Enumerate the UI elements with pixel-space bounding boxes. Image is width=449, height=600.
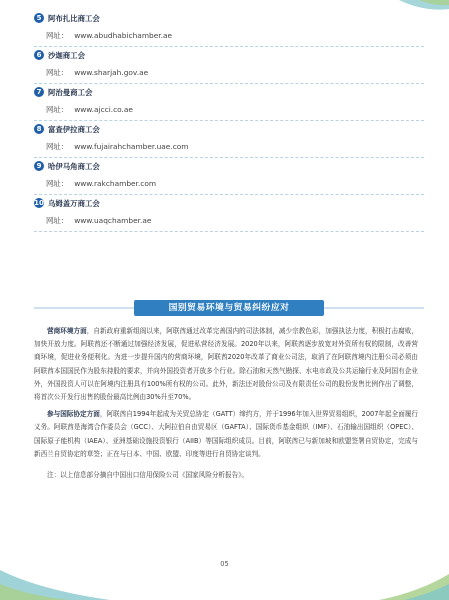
corner-decoration-bottom-left	[0, 560, 110, 600]
chamber-name: 富查伊拉商工会	[48, 124, 100, 134]
number-badge-icon: 6	[34, 50, 44, 60]
corner-decoration-bottom-right	[379, 568, 449, 600]
number-badge-icon: 10	[34, 199, 44, 207]
paragraph-text: ，自新政府重新组阁以来，阿联酋通过改革完善国内的司法体制，减少宗教色彩，加强执法力度，积极打击腐败，加快开放力度。阿联酋还不断通过加强经济发展，促进私营经济发展。2020年以来，阿联酋逐步放宽对外资所有权的限制，改善营商环境，促进业务便利化。为进一步提升国内的营商环境，阿联酋2020年改革了商业公司法，取消了在阿联酋境内注册公司必须由阿联酋本国国民作为股东持股的要求，并向外国投资者开放多个行业。除石油和天然气勘探、水电市政及公共运输行业及阿国有企业外，外国投资人可以在阿境内注册具有100%所有权的公司。此外，新法还对股份公司及有限责任公司的股份发售比例作出了调整，将首次公开发行出售的股份最高比例由30%升至70%。	[34, 327, 419, 402]
paragraph-international-agreements	[34, 408, 418, 461]
chamber-item	[34, 47, 424, 84]
source-note: 注：以上信息部分摘自中国出口信用保险公司《国家风险分析报告》。	[47, 471, 249, 480]
paragraph-business-environment	[34, 325, 418, 404]
number-badge-icon: 5	[34, 13, 44, 23]
url-label: 网址：	[46, 142, 69, 151]
url-label: 网址：	[46, 105, 69, 114]
chamber-item	[34, 84, 424, 121]
url-label: 网址：	[46, 31, 69, 40]
chamber-url-link[interactable]: www.ajcci.co.ae	[74, 105, 133, 114]
number-badge-icon: 7	[34, 87, 44, 97]
chamber-url-link[interactable]: www.rakchamber.com	[74, 179, 157, 188]
number-badge-icon: 8	[34, 124, 44, 134]
url-label: 网址：	[46, 68, 69, 77]
page-number: 05	[220, 560, 229, 568]
paragraph-lead: 营商环境方面	[47, 327, 87, 335]
section-title-row	[34, 300, 424, 316]
chamber-item	[34, 158, 424, 195]
chamber-url-link[interactable]: www.uaqchamber.ae	[74, 216, 152, 225]
chamber-name: 阿布扎比商工会	[48, 13, 100, 23]
chamber-url-link[interactable]: www.abudhabichamber.ae	[74, 31, 173, 40]
title-line-left	[34, 307, 134, 309]
section-title: 国别贸易环境与贸易纠纷应对	[134, 300, 324, 316]
url-label: 网址：	[46, 216, 69, 225]
chamber-url-link[interactable]: www.sharjah.gov.ae	[74, 68, 149, 77]
chamber-url-link[interactable]: www.fujairahchamber.uae.com	[74, 142, 189, 151]
number-badge-icon: 9	[34, 161, 44, 171]
paragraph-text: ，阿联酋自1994年起成为关贸总协定（GATT）缔约方，并于1996年加入世界贸易组织，2007年起全面履行义务。阿联酋是海湾合作委员会（GCC）、大阿拉伯自由贸易区（GAFTA）、国际货币基金组织（IMF）、石油输出国组织（OPEC）、国际原子能机构（IAEA）、亚洲基础设施投资银行（AIIB）等国际组织成员。目前，阿联酋已与新加坡和欧盟签署自贸协定，完成与新西兰自贸协定的草签；正在与日本、中国、欧盟、印度等进行自贸协定谈判。	[34, 410, 419, 458]
paragraph-lead: 参与国际协定方面	[47, 410, 100, 419]
chamber-name: 乌姆盖万商工会	[48, 198, 100, 208]
chamber-name: 哈伊马角商工会	[48, 161, 100, 171]
chamber-item	[34, 10, 424, 47]
chamber-item	[34, 195, 424, 232]
chamber-name: 沙迦商工会	[48, 50, 85, 60]
url-label: 网址：	[46, 179, 69, 188]
chamber-item	[34, 121, 424, 158]
title-line-right	[324, 307, 424, 309]
chamber-list	[34, 10, 424, 232]
chamber-name: 阿治曼商工会	[48, 87, 93, 97]
body-text	[34, 325, 418, 482]
